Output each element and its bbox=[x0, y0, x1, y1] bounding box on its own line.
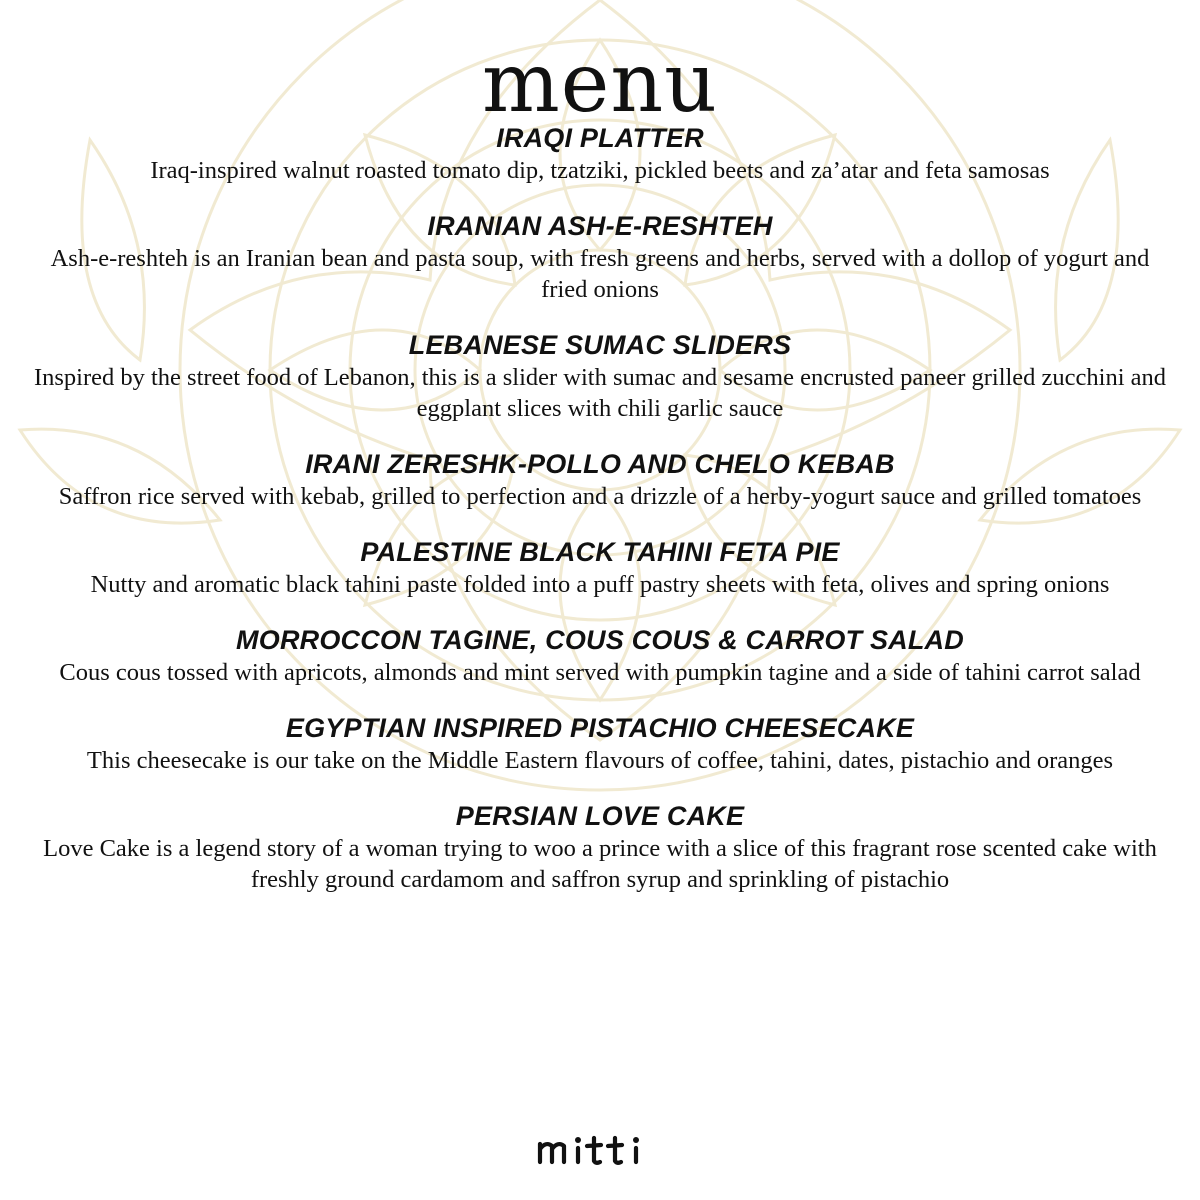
menu-item bbox=[30, 711, 1170, 776]
menu-item-description: Love Cake is a legend story of a woman trying to woo a prince with a slice of this fragrant rose scented cake with freshly ground cardamom and saffron syrup and sprinkling of pistachio bbox=[43, 835, 1157, 893]
menu-item bbox=[30, 447, 1170, 512]
menu-item bbox=[30, 799, 1170, 895]
mitti-logo-mark bbox=[530, 1118, 670, 1178]
menu-item-name: IRANIAN ASH-E-RESHTEH bbox=[427, 211, 773, 241]
menu-item bbox=[30, 209, 1170, 305]
menu-item-name: IRAQI PLATTER bbox=[496, 123, 704, 153]
menu-item bbox=[30, 535, 1170, 600]
menu-item-description: Cous cous tossed with apricots, almonds and mint served with pumpkin tagine and a side of tahini carrot salad bbox=[59, 659, 1141, 686]
menu-title: menu bbox=[482, 36, 718, 131]
menu-item bbox=[30, 328, 1170, 424]
menu-list bbox=[30, 121, 1170, 918]
menu-item bbox=[30, 623, 1170, 688]
menu-item-description: Iraq-inspired walnut roasted tomato dip, tzatziki, pickled beets and za’atar and feta samosas bbox=[150, 157, 1050, 184]
menu-item-name: IRANI ZERESHK-POLLO AND CHELO KEBAB bbox=[305, 449, 895, 479]
brand-logo bbox=[0, 1118, 1200, 1183]
menu-item-name: PALESTINE BLACK TAHINI FETA PIE bbox=[360, 537, 840, 567]
menu-item bbox=[30, 121, 1170, 186]
menu-item-description: Nutty and aromatic black tahini paste folded into a puff pastry sheets with feta, olives and spring onions bbox=[90, 571, 1110, 598]
menu-item-name: MORROCCON TAGINE, COUS COUS & CARROT SALAD bbox=[236, 625, 964, 655]
menu-item-description: Inspired by the street food of Lebanon, this is a slider with sumac and sesame encrusted paneer grilled zucchini and eggplant slices with chili garlic sauce bbox=[33, 364, 1167, 422]
menu-item-name: PERSIAN LOVE CAKE bbox=[455, 801, 745, 831]
menu-item-name: EGYPTIAN INSPIRED PISTACHIO CHEESECAKE bbox=[285, 713, 915, 743]
menu-item-name: LEBANESE SUMAC SLIDERS bbox=[408, 330, 792, 360]
menu-item-description: Saffron rice served with kebab, grilled to perfection and a drizzle of a herby-yogurt sauce and grilled tomatoes bbox=[58, 483, 1142, 510]
menu-item-description: This cheesecake is our take on the Middle Eastern flavours of coffee, tahini, dates, pistachio and oranges bbox=[86, 747, 1114, 774]
menu-item-description: Ash-e-reshteh is an Iranian bean and pasta soup, with fresh greens and herbs, served with a dollop of yogurt and fried onions bbox=[50, 245, 1150, 303]
